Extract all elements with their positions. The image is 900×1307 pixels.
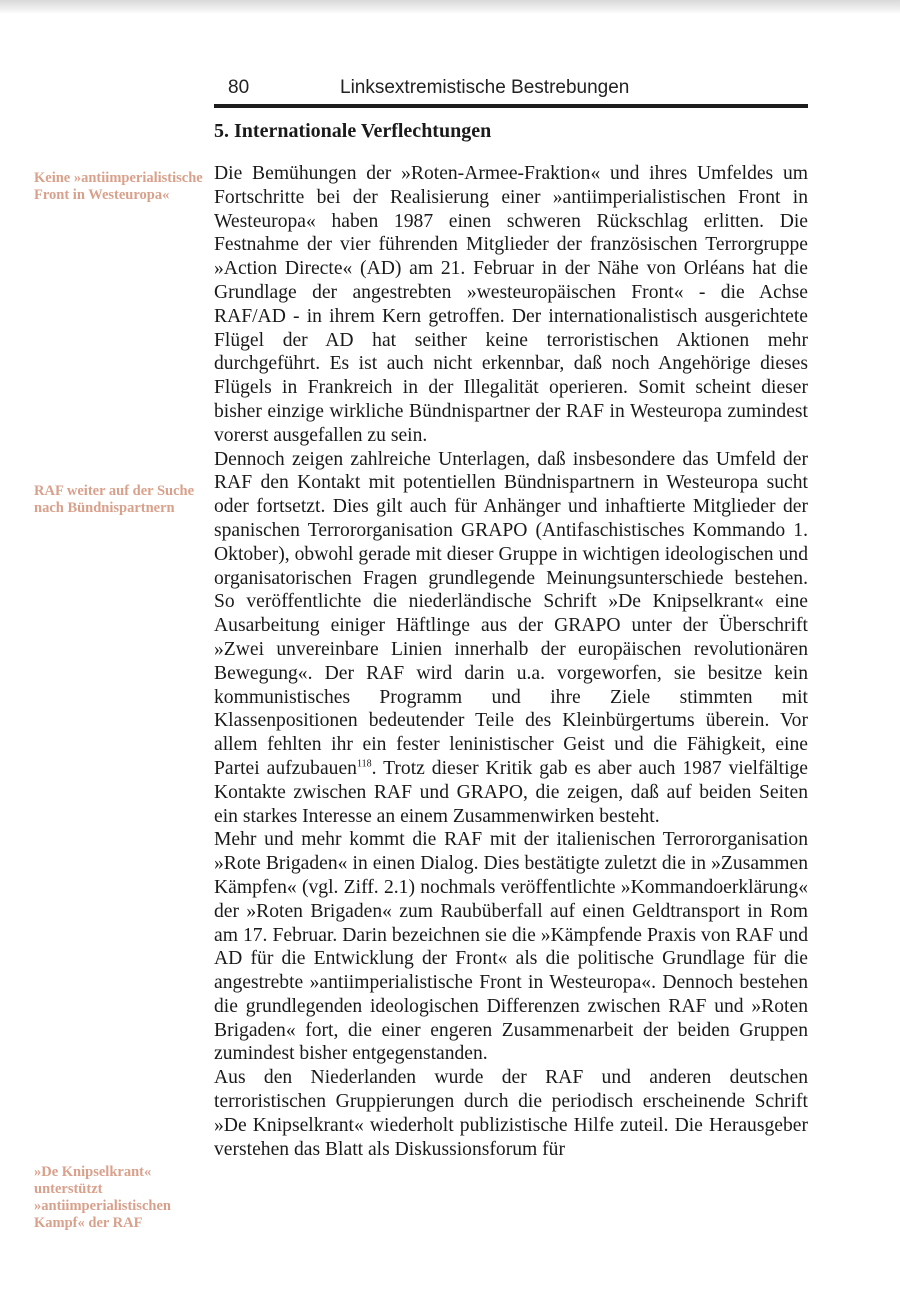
margin-note-front: Keine »antiimperialistische Front in Westeuropa« <box>34 170 203 203</box>
page-number: 80 <box>228 77 250 98</box>
margin-note-knipselkrant: »De Knipselkrant« unterstützt »antiimperialistischen Kampf« der RAF <box>34 1164 171 1231</box>
body-text <box>214 162 808 1161</box>
scan-edge <box>0 0 900 14</box>
margin-note-partners: RAF weiter auf der Suche nach Bündnispartnern <box>34 483 195 516</box>
paragraph-4: Aus den Niederlanden wurde der RAF und anderen deutschen terroristischen Gruppierungen durch die periodisch erscheinende Schrift »De Knipselkrant« wiederholt publizistische Hilfe zuteil. Die Herausgeber verstehen das Blatt als Diskussionsforum für <box>214 1067 808 1160</box>
paragraph-1: Die Bemühungen der »Roten-Armee-Fraktion« und ihres Umfeldes um Fortschritte bei der Realisierung einer »antiimperialistischen Front in Westeuropa« haben 1987 einen schweren Rückschlag erlitten. Die Festnahme der vier führenden Mitglieder der französischen Terrorgruppe »Action Directe« (AD) am 21. Februar in der Nähe von Orléans hat die Grundlage der angestrebten »westeuropäischen Front« - die Achse RAF/AD - in ihrem Kern getroffen. Der internationalistisch ausgerichtete Flügel der AD hat seither keine terroristischen Aktionen mehr durchgeführt. Es ist auch nicht erkennbar, daß noch Angehörige dieses Flügels in Frankreich in der Illegalität operieren. Somit scheint dieser bisher einzige wirkliche Bündnispartner der RAF in Westeuropa zumindest vorerst ausgefallen zu sein. <box>214 163 808 446</box>
paragraph-2 <box>214 448 808 829</box>
page-header <box>214 76 808 100</box>
header-rule <box>214 104 808 108</box>
paragraph-2-text-after: . Trotz dieser Kritik gab es aber auch 1987 vielfältige Kontakte zwischen RAF und GRAPO, die zeigen, daß auf beiden Seiten ein starkes Interesse an einem Zusammenwirken besteht. <box>214 757 809 827</box>
footnote-ref: 118 <box>356 758 372 770</box>
section-title: 5. Internationale Verflechtungen <box>214 120 492 142</box>
paragraph-2-text: Dennoch zeigen zahlreiche Unterlagen, daß insbesondere das Umfeld der RAF den Kontakt mit potentiellen Bündnispartnern in Westeuropa sucht oder fortsetzt. Dies gilt auch für Anhänger und inhaftierte Mitglieder der spanischen Terrororganisation GRAPO (Antifaschistisches Kommando 1. Oktober), obwohl gerade mit dieser Gruppe in wichtigen ideologischen und organisatorischen Fragen grundlegende Meinungsunterschiede bestehen. So veröffentlichte die niederländische Schrift »De Knipselkrant« eine Ausarbeitung einiger Häftlinge aus der GRAPO unter der Überschrift »Zwei unvereinbare Linien innerhalb der europäischen revolutionären Bewegung«. Der RAF wird darin u.a. vorgeworfen, sie besitze kein kommunistisches Programm und ihre Ziele stimmten mit Klassenpositionen bedeutender Teile des Kleinbürgertums überein. Vor allem fehlten ihr ein fester leninistischer Geist und die Fähigkeit, eine Partei aufzubauen <box>214 448 808 779</box>
running-title: Linksextremistische Bestrebungen <box>340 77 630 98</box>
paragraph-3: Mehr und mehr kommt die RAF mit der italienischen Terrororganisation »Rote Brigaden« in einen Dialog. Dies bestätigte zuletzt die in »Zusammen Kämpfen« (vgl. Ziff. 2.1) nochmals veröffentlichte »Kommandoerklärung« der »Roten Brigaden« zum Raubüberfall auf einen Geldtransport in Rom am 17. Februar. Darin bezeichnen sie die »Kämpfende Praxis von RAF und AD für die Entwicklung der Front« als die politische Grundlage für die angestrebte »antiimperialistische Front in Westeuropa«. Dennoch bestehen die grundlegenden ideologischen Differenzen zwischen RAF und »Roten Brigaden« fort, die einer engeren Zusammenarbeit der beiden Gruppen zumindest bisher entgegenstanden. <box>214 829 808 1065</box>
